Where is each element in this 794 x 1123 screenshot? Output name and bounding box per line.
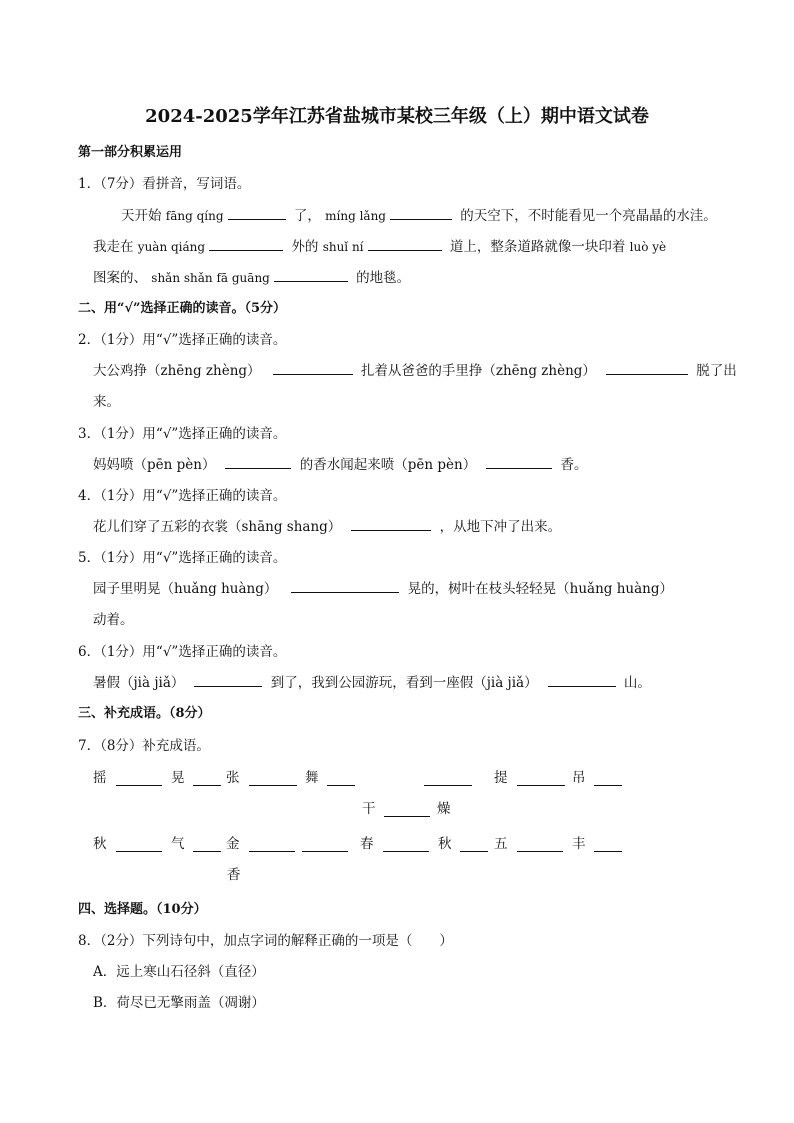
pinyin: shuǐ ní [322,240,364,254]
idiom-char: 晃 [171,770,185,786]
answer-blank[interactable] [594,772,622,786]
q2-text: 脱了出 [696,363,737,379]
answer-blank[interactable] [517,772,565,786]
idiom-char: 张 [226,770,240,786]
idiom-char: 干 [362,801,376,817]
q1-text: 的地毯。 [356,270,411,286]
answer-blank[interactable] [517,838,563,852]
pinyin: luò yè [629,240,667,254]
idiom-char: 燥 [437,801,451,817]
q1-stem: 1．（7分）看拼音，写词语。 [78,176,251,192]
answer-blank[interactable] [383,838,429,852]
q1-text: 图案的、 [93,270,147,286]
q3-text: 的香水闻起来喷（pēn pèn） [299,457,477,473]
answer-blank[interactable] [291,579,399,593]
q7-stem: 7．（8分）补充成语。 [78,738,210,754]
q4-text: ，从地下冲了出来。 [439,519,562,535]
idiom-char: 气 [171,836,185,852]
answer-blank[interactable] [351,517,431,531]
answer-blank[interactable] [424,772,472,786]
pinyin: yuàn qiáng [137,240,206,254]
q8-stem: 8．（2分）下列诗句中，加点字词的解释正确的一项是（ ） [78,933,453,949]
section-4-header: 四、选择题。（10分） [78,902,207,917]
idiom-char: 秋 [438,836,452,852]
q2-line1 [93,361,737,381]
q4-line1 [93,517,561,537]
answer-blank[interactable] [460,838,488,852]
q1-text: 外的 [291,239,319,255]
answer-blank[interactable] [327,772,355,786]
q3-text: 香。 [560,457,588,473]
answer-blank[interactable] [249,772,297,786]
answer-blank[interactable] [594,838,622,852]
answer-blank[interactable] [273,361,353,375]
q6-text: 暑假（jià jiǎ） [93,675,185,691]
q5-stem: 5．（1分）用“√”选择正确的读音。 [78,550,287,566]
exam-title: 2024-2025学年江苏省盐城市某校三年级（上）期中语文试卷 [145,106,649,127]
idiom-char: 提 [494,770,508,786]
q1-text: 的天空下，不时能看见一个亮晶晶的水洼。 [460,208,717,224]
q1-line1 [121,206,717,226]
idiom-char: 摇 [93,770,107,786]
section-3-header: 三、补充成语。（8分） [78,706,211,721]
answer-blank[interactable] [302,838,348,852]
section-2-header: 二、用“√”选择正确的读音。（5分） [78,301,287,316]
q3-line1 [93,455,588,475]
q2-text: 扎着从爸爸的手里挣（zhēng zhèng） [360,363,596,379]
answer-blank[interactable] [384,803,430,817]
answer-blank[interactable] [193,772,221,786]
answer-blank[interactable] [486,455,552,469]
q1-text: 我走在 [93,239,134,255]
q3-text: 妈妈喷（pēn pèn） [93,457,216,473]
q1-text: 天开始 [121,208,162,224]
q8-option-a[interactable]: A．远上寒山石径斜（直径） [93,964,265,980]
answer-blank[interactable] [209,237,283,251]
idiom-char: 春 [360,836,374,852]
pinyin: fāng qíng [165,209,224,223]
answer-blank[interactable] [116,838,162,852]
answer-blank[interactable] [225,455,291,469]
idiom-char: 香 [227,867,241,883]
idiom-char: 五 [494,836,508,852]
answer-blank[interactable] [368,237,442,251]
idiom-char: 秋 [93,836,107,852]
idiom-char: 吊 [572,770,586,786]
answer-blank[interactable] [390,206,452,220]
answer-blank[interactable] [228,206,286,220]
q6-stem: 6．（1分）用“√”选择正确的读音。 [78,644,287,660]
answer-blank[interactable] [194,673,262,687]
q6-line1 [93,673,651,693]
idiom-char: 舞 [305,770,319,786]
q2-stem: 2．（1分）用“√”选择正确的读音。 [78,332,287,348]
idiom-char: 丰 [572,836,586,852]
part1-header: 第一部分积累运用 [78,145,183,160]
q1-text: 道上，整条道路就像一块印着 [449,239,626,255]
answer-blank[interactable] [116,772,162,786]
answer-blank[interactable] [274,268,348,282]
answer-blank[interactable] [193,838,221,852]
q6-text: 山。 [623,675,651,691]
pinyin: shǎn shǎn fā guāng [151,271,270,285]
answer-blank[interactable] [249,838,295,852]
q5-text: 园子里明晃（huǎng huàng） [93,581,278,597]
answer-blank[interactable] [548,673,616,687]
q4-stem: 4．（1分）用“√”选择正确的读音。 [78,488,287,504]
q4-text: 花儿们穿了五彩的衣裳（shāng shang） [93,519,342,535]
answer-blank[interactable] [606,361,688,375]
q1-line2 [93,237,666,257]
q2-text: 来。 [93,394,120,410]
q5-text: 晃的，树叶在枝头轻轻晃（huǎng huàng） [407,581,673,597]
q1-line3 [93,268,410,288]
q1-text: 了， [293,208,321,224]
idiom-char: 金 [226,836,240,852]
q3-stem: 3．（1分）用“√”选择正确的读音。 [78,426,287,442]
pinyin: míng lǎng [325,209,386,223]
q6-text: 到了，我到公园游玩，看到一座假（jià jiǎ） [270,675,538,691]
q5-line1 [93,579,673,599]
q2-text: 大公鸡挣（zhēng zhèng） [93,363,261,379]
q5-text: 动着。 [93,612,134,628]
q8-option-b[interactable]: B．荷尽已无擎雨盖（凋谢） [93,995,265,1011]
